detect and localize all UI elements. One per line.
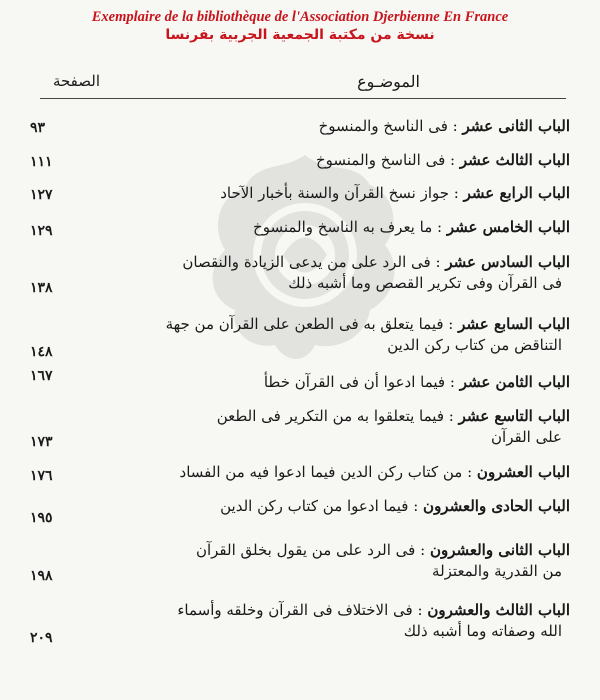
chapter-subject: : فى الناسخ والمنسوخ (318, 117, 458, 135)
page-number: ٢٠٩ (30, 630, 53, 646)
chapter-subject-continued: فى القرآن وفى تكرير القصص وما أشبه ذلك (288, 274, 562, 292)
table-header (40, 72, 560, 96)
chapter-title: الباب الثانى والعشرون (429, 541, 570, 559)
page-number: ١٤٨ (30, 344, 53, 360)
chapter-subject-continued: على القرآن (491, 428, 562, 446)
chapter-title: الباب الثالث والعشرون (427, 601, 570, 619)
toc-entry (30, 496, 570, 526)
chapter-subject-continued: التناقض من كتاب ركن الدين (387, 336, 562, 354)
stamp-arabic-line: نسخة من مكتبة الجمعية الجربية بفرنسا (165, 27, 435, 43)
toc-entry (30, 368, 570, 393)
chapter-title: الباب السابع عشر (458, 315, 570, 333)
page-number: ١٢٧ (30, 187, 53, 203)
stamp-french-line: Exemplaire de la bibliothèque de l'Association Djerbienne En France (91, 9, 509, 25)
toc-entry (30, 150, 570, 171)
page-number: ١٧٦ (30, 468, 53, 484)
page-number: ١٢٩ (30, 223, 53, 239)
page-number: ١٧٣ (30, 434, 53, 450)
chapter-subject: : فيما يتعلقوا به من التكرير فى الطعن (216, 407, 454, 425)
page-number: ١٦٧ (30, 368, 53, 384)
chapter-title: الباب الثالث عشر (459, 151, 570, 169)
toc-entry (30, 406, 570, 448)
toc-entry (30, 314, 570, 360)
chapter-subject: : فى الاختلاف فى القرآن وخلقه وأسماء (177, 601, 423, 619)
toc-entry (30, 252, 570, 294)
toc-entry (30, 116, 570, 137)
chapter-subject-continued: الله وصفاته وما أشبه ذلك (403, 622, 562, 640)
chapter-subject: : فى الناسخ والمنسوخ (315, 151, 456, 169)
toc-entry (30, 183, 570, 204)
chapter-title: الباب العشرون (476, 463, 570, 481)
chapter-title: الباب السادس عشر (445, 253, 570, 271)
chapter-title: الباب الخامس عشر (446, 218, 570, 236)
chapter-subject: : فى الرد على من يدعى الزيادة والنقصان (182, 253, 441, 271)
page-number: ٩٣ (30, 120, 46, 136)
chapter-title: الباب الثامن عشر (459, 373, 570, 391)
toc-entry (30, 540, 570, 582)
chapter-subject: : جواز نسخ القرآن والسنة بأخبار الآحاد (220, 184, 459, 202)
chapter-subject: : فى الرد على من يقول بخلق القرآن (195, 541, 426, 559)
library-stamp (0, 8, 600, 44)
toc-entry (30, 462, 570, 483)
chapter-title: الباب الرابع عشر (463, 184, 570, 202)
header-divider (40, 98, 566, 99)
page-column-label: الصفحة (52, 72, 100, 90)
toc-entry (30, 217, 570, 238)
chapter-subject: : فيما ادعوا من كتاب ركن الدين (220, 497, 419, 515)
page-number: ١١١ (30, 154, 53, 170)
chapter-subject: : فيما ادعوا أن فى القرآن خطأ (263, 373, 455, 391)
chapter-subject-continued: من القدرية والمعتزلة (432, 562, 562, 580)
toc-entry (30, 600, 570, 646)
page-number: ١٣٨ (30, 280, 53, 296)
chapter-subject: : فيما يتعلق به فى الطعن على القرآن من جهة (165, 315, 454, 333)
chapter-subject: : من كتاب ركن الدين فيما ادعوا فيه من الفساد (179, 463, 473, 481)
topic-column-label: الموضـوع (357, 72, 420, 91)
chapter-title: الباب الثانى عشر (462, 117, 570, 135)
chapter-title: الباب التاسع عشر (458, 407, 570, 425)
page-number: ١٩٨ (30, 568, 53, 584)
chapter-subject: : ما يعرف به الناسخ والمنسوخ (253, 218, 443, 236)
chapter-title: الباب الحادى والعشرون (423, 497, 570, 515)
page-number: ١٩٥ (30, 510, 53, 526)
